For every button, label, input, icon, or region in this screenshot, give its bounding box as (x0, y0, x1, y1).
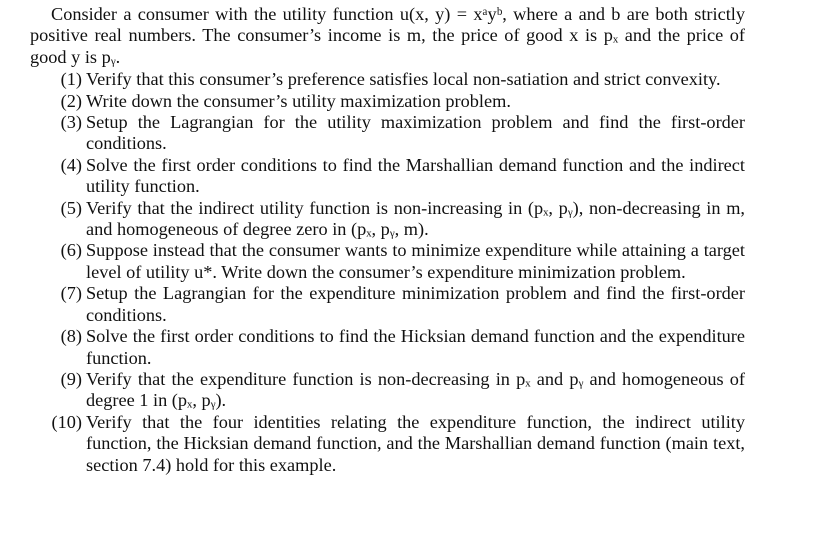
question-text: Verify that the four identities relating the expenditure function, the indirect utility function, the Hicksian demand function, and the Marshallian demand function (main text, section 7.4) hold for this example. (86, 411, 745, 475)
question-item (30, 369, 745, 412)
question-item (30, 240, 745, 283)
question-text: Setup the Lagrangian for the expenditure minimization problem and find the first-order conditions. (86, 283, 745, 325)
question-item (30, 91, 745, 112)
question-text: Verify that this consumer’s preference satisfies local non-satiation and strict convexity. (86, 69, 721, 90)
question-text: Suppose instead that the consumer wants to minimize expenditure while attaining a target level of utility u*. Write down the consumer’s expenditure minimization problem. (86, 240, 745, 282)
question-text: Write down the consumer’s utility maximization problem. (86, 90, 511, 111)
question-text: Solve the first order conditions to find the Hicksian demand function and the expenditure function. (86, 326, 745, 368)
problem-intro: Consider a consumer with the utility function u(x, y) = xᵃyᵇ, where a and b are both strictly positive real numbers. The consumer’s income is m, the price of good x is pₓ and the price of good y is pᵧ. (30, 4, 745, 67)
question-number: (9) (60, 368, 82, 389)
question-item (30, 69, 745, 90)
question-number: (6) (60, 240, 82, 261)
question-text: Verify that the indirect utility function is non-increasing in (pₓ, pᵧ), non-decreasing in m, and homogeneous of degree zero in (pₓ, pᵧ, m). (86, 197, 745, 240)
question-number: (4) (60, 154, 82, 175)
question-item (30, 412, 745, 476)
question-number: (8) (60, 326, 82, 347)
question-number: (5) (60, 197, 82, 218)
question-number: (7) (60, 283, 82, 304)
question-number: (10) (51, 411, 82, 432)
question-text: Setup the Lagrangian for the utility maximization problem and find the first-order conditions. (86, 112, 745, 154)
question-item (30, 155, 745, 198)
question-number: (3) (60, 112, 82, 133)
question-number: (2) (60, 90, 82, 111)
question-number: (1) (60, 69, 82, 90)
question-text: Solve the first order conditions to find the Marshallian demand function and the indirect utility function. (86, 154, 745, 197)
question-text: Verify that the expenditure function is non-decreasing in pₓ and pᵧ and homogeneous of degree 1 in (pₓ, pᵧ). (86, 368, 745, 411)
question-item (30, 112, 745, 155)
question-item (30, 326, 745, 369)
question-item (30, 283, 745, 326)
question-item (30, 198, 745, 241)
question-list (30, 69, 745, 476)
